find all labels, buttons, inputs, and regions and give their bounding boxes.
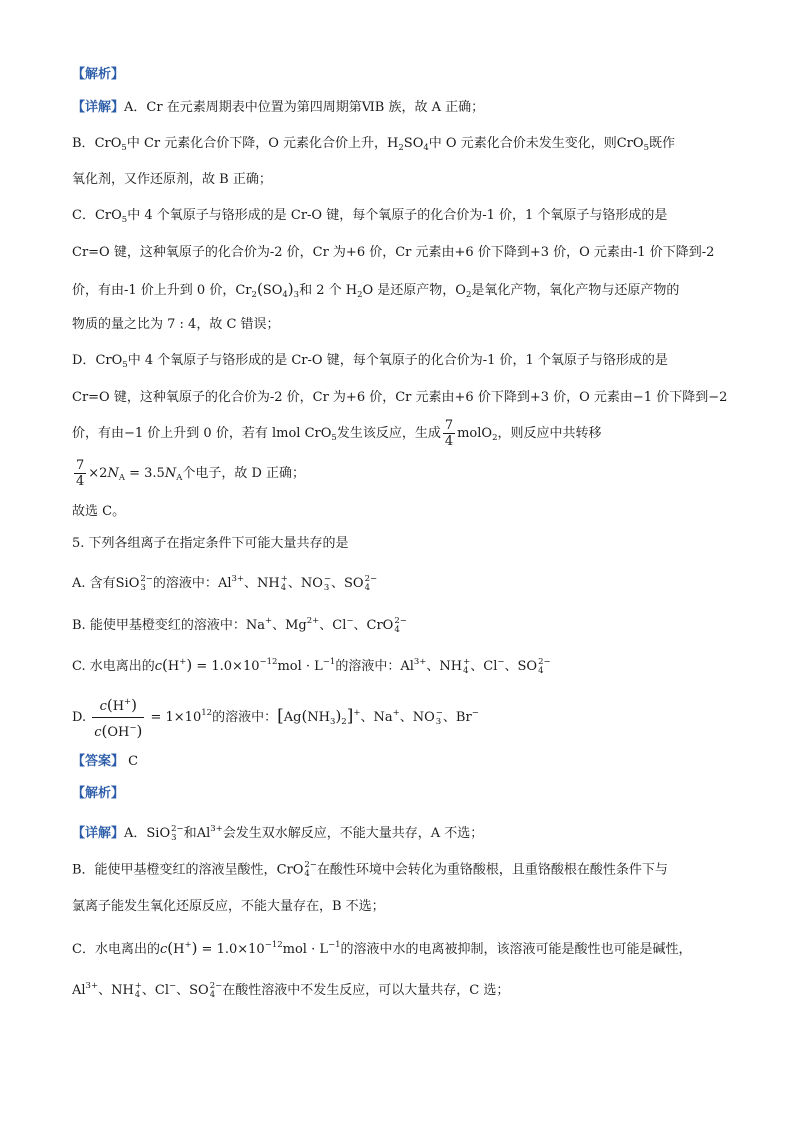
answer-line: 【答案】 C — [72, 754, 139, 769]
question-5-option-b: B. 能使甲基橙变红的溶液中：Na+、$Mg^{2+}$、Cl−、CrO 2− 4 — [72, 615, 407, 635]
option-c-explanation-line1: C．CrO$_5$中 4 个氧原子与铬形成的是 Cr-O 键，每个氧原子的化合价为-1 价，1 个氧原子与铬形成的是 — [72, 208, 668, 225]
q5-explanation-c-line2: $Al^{3+}$、NH + 4 、Cl−、SO 2− 4 在酸性溶液中不发生反应，可以大量共存，C 选； — [72, 980, 510, 1000]
option-d-explanation-line2: Cr=O 键，这种氧原子的化合价为-2 价，Cr 为+6 价，Cr 元素由+6 价下降到+3 价，O 元素由−1 价下降到−2 — [72, 390, 728, 405]
option-c-explanation-line3: 价，有由-1 价上升到 0 价，$Cr_2(SO_4)_3$和 2 个 $H_2O$ 是还原产物，$O_2$是氧化产物，氧化产物与还原产物的 — [72, 280, 680, 300]
q5-explanation-c-line1: C．水电离出的$c(H^+) = 1.0\times 10^{-12}mol \cdot L^{-1}$的溶液中水的电离被抑制，该溶液可能是酸性也可能是碱性， — [72, 939, 692, 957]
option-b-explanation-line1: B．CrO$_5$中 Cr 元素化合价下降，O 元素化合价上升，$H_2SO_4$中 O 元素化合价未发生变化，则CrO$_5$既作 — [72, 136, 675, 153]
analysis-tag-2: 【解析】 — [72, 786, 125, 801]
q5-explanation-b-line1: B．能使甲基橙变红的溶液呈酸性，CrO 2− 4 在酸性环境中会转化为重铬酸根，且重铬酸根在酸性条件下与 — [72, 860, 668, 879]
option-c-explanation-line4: 物质的量之比为 7 : 4，故 C 错误； — [72, 317, 280, 332]
option-d-explanation-line4: $\frac{7}{4}$ $\times 2N_A = 3.5N_A$个电子，故 D 正确； — [76, 458, 306, 489]
option-c-explanation-line2: Cr=O 键，这种氧原子的化合价为-2 价，Cr 为+6 价，Cr 元素由+6 价下降到+3 价，O 元素由-1 价下降到-2 — [72, 245, 715, 260]
analysis-tag: 【解析】 — [72, 67, 125, 82]
question-5-option-c: C. 水电离出的$c(H^+) = 1.0\times 10^{-12}mol \cdot L^{-1}$的溶液中：$Al^{3+}$、NH + 4 、Cl−、SO 2− 4 — [72, 656, 551, 676]
option-d-explanation-line3: 价，有由−1 价上升到 0 价，若有 lmol CrO$_5$发生该反应，生成 $\frac{7}{4}$ molO$_2$，则反应中共转移 — [72, 418, 602, 449]
question-5-option-a: A. 含有SiO 2− 3 的溶液中：$Al^{3+}$、NH + 4 、NO − 3 、SO 2− 4 — [72, 573, 378, 593]
q5-explanation-a: 【详解】A．SiO 2− 3 和$Al^{3+}$会发生双水解反应，不能大量共存，A 不选； — [72, 823, 484, 843]
q5-explanation-b-line2: 氯离子能发生氧化还原反应，不能大量存在，B 不选； — [72, 899, 385, 914]
conclusion-line: 故选 C。 — [72, 504, 126, 519]
option-d-explanation-line1: D．CrO$_5$中 4 个氧原子与铬形成的是 Cr-O 键，每个氧原子的化合价为-1 价，1 个氧原子与铬形成的是 — [72, 353, 668, 370]
option-a-explanation: 【详解】A．Cr 在元素周期表中位置为第四周期第ⅥB 族，故 A 正确； — [72, 100, 485, 115]
option-b-explanation-line2: 氧化剂，又作还原剂，故 B 正确； — [72, 172, 272, 187]
question-5-stem: 5. 下列各组离子在指定条件下可能大量共存的是 — [72, 536, 349, 551]
question-5-option-d: D. $\frac{c(H^+)}{c(OH^-)}$ = $1\times 10^{12}$的溶液中：$[Ag(NH_3)_2]^+$、Na+、NO − 3 、Br− — [72, 692, 479, 743]
